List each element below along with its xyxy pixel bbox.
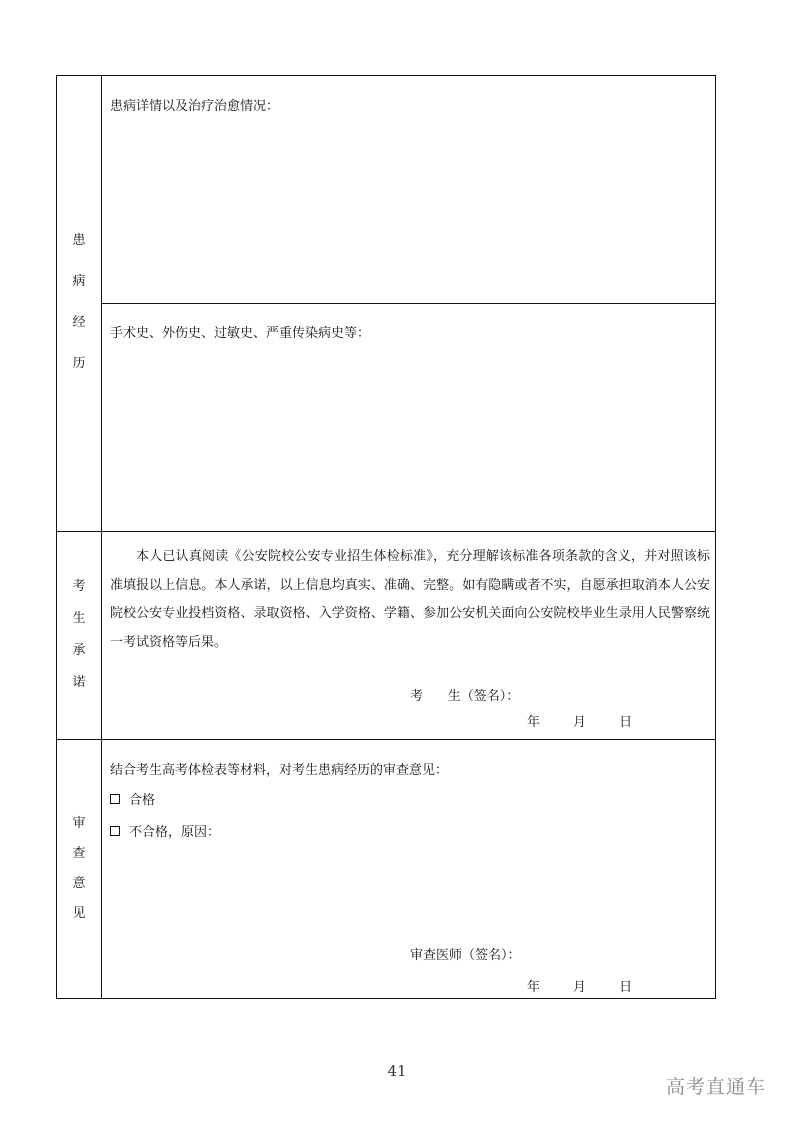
promise-side-char: 考 — [72, 579, 86, 594]
fail-checkbox[interactable] — [110, 826, 120, 836]
review-date-label: 年 月 日 — [527, 980, 633, 995]
medical-history-form — [56, 75, 716, 999]
candidate-signature-label: 考 生（签名）： — [410, 689, 520, 704]
review-side-label — [57, 817, 101, 937]
history-side-char: 历 — [72, 356, 86, 371]
promise-side-char: 承 — [72, 643, 86, 658]
fail-option-label: 不合格，原因： — [129, 825, 221, 840]
history-side-char: 患 — [72, 233, 86, 248]
candidate-date-label: 年 月 日 — [527, 715, 633, 730]
illness-details-title: 患病详情以及治疗治愈情况： — [110, 99, 280, 114]
section-divider — [57, 739, 715, 740]
doctor-signature-label: 审查医师（签名）： — [410, 948, 521, 963]
history-side-char: 经 — [72, 315, 86, 330]
history-side-label — [57, 234, 101, 398]
promise-side-char: 生 — [72, 611, 86, 626]
review-side-char: 见 — [72, 906, 86, 921]
pass-option[interactable] — [110, 789, 155, 808]
fail-option[interactable] — [110, 821, 220, 840]
pass-option-label: 合格 — [129, 793, 156, 808]
section-divider — [57, 531, 715, 532]
review-side-char: 审 — [72, 816, 86, 831]
history-side-char: 病 — [72, 274, 86, 289]
surgery-history-title: 手术史、外伤史、过敏史、严重传染病史等： — [110, 326, 371, 341]
promise-side-label — [57, 580, 101, 708]
column-divider — [101, 76, 102, 998]
review-side-char: 意 — [72, 876, 86, 891]
candidate-promise-text: 本人已认真阅读《公安院校公安专业招生体检标准》，充分理解该标准各项条款的含义，并对照该标准填报以上信息。本人承诺，以上信息均真实、准确、完整。如有隐瞒或者不实，自愿承担取消本人公安院校公安专业投档资格、录取资格、入学资格、学籍、参加公安机关面向公安院校毕业生录用人民警察统一考试资格等后果。 — [110, 549, 710, 650]
page-number: 41 — [387, 1062, 407, 1080]
pass-checkbox[interactable] — [110, 794, 120, 804]
review-title: 结合考生高考体检表等材料，对考生患病经历的审查意见： — [110, 763, 449, 778]
row-divider — [101, 303, 715, 304]
review-side-char: 查 — [72, 846, 86, 861]
watermark: 高考直通车 — [665, 1076, 766, 1098]
promise-side-char: 诺 — [72, 675, 86, 690]
